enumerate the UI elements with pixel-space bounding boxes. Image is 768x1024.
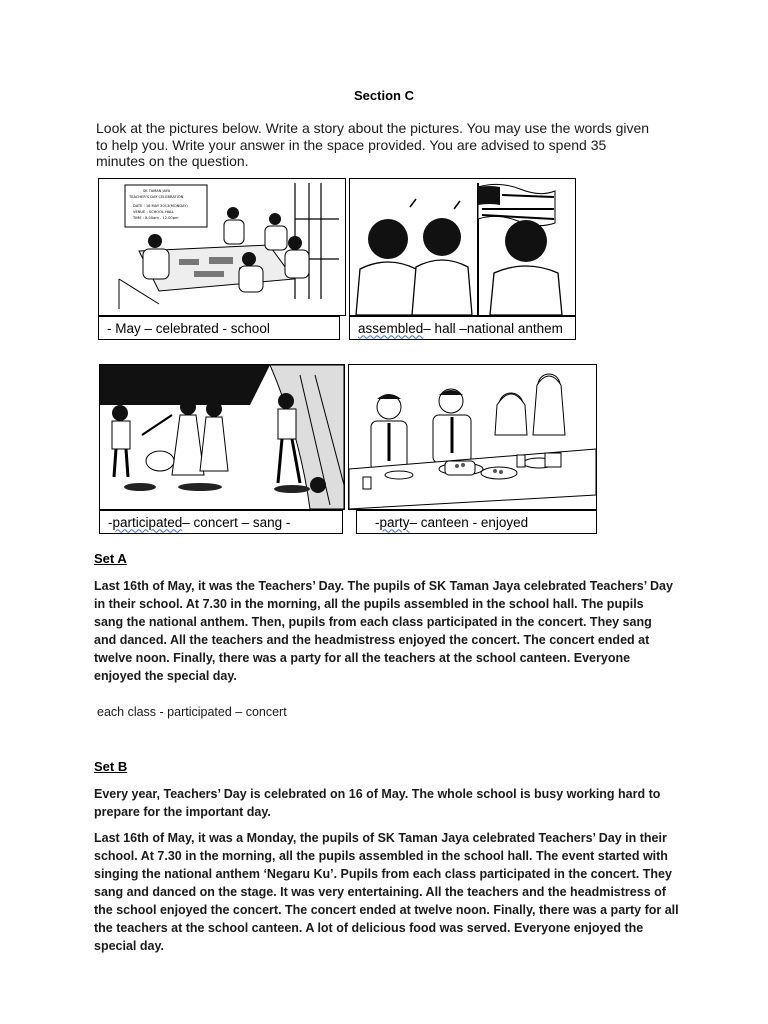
notice-line-3: DATE : 16 MAY 2013(MONDAY) bbox=[133, 204, 188, 208]
caption-3-text: – concert – sang - bbox=[182, 514, 291, 530]
set-b-paragraph-1: Every year, Teachers’ Day is celebrated on 16 of May. The whole school is busy working hard to prepare for the important day. bbox=[94, 787, 661, 819]
caption-1-text: - May – celebrated - school bbox=[107, 320, 270, 336]
notice-line-2: TEACHER'S DAY CELEBRATION bbox=[129, 195, 184, 199]
caption-2-squiggly: assembled bbox=[358, 320, 424, 336]
caption-2-text: – hall –national anthem bbox=[423, 320, 563, 336]
picture-party bbox=[348, 364, 597, 510]
party-illustration bbox=[349, 365, 596, 509]
picture-assembly bbox=[349, 178, 576, 316]
hint-words-line: each class - participated – concert bbox=[97, 705, 287, 719]
set-b-heading: Set B bbox=[94, 759, 128, 774]
performers bbox=[112, 393, 300, 483]
caption-picture-3 bbox=[99, 510, 343, 534]
picture-preparation bbox=[98, 178, 346, 316]
assembly-illustration bbox=[350, 179, 575, 315]
caption-3-prefix: - bbox=[108, 514, 113, 530]
concert-illustration bbox=[100, 365, 344, 509]
drum bbox=[146, 451, 174, 471]
instructions-text: Look at the pictures below. Write a story about the pictures. You may use the words given to help you. Write your answer in the space provided. You are advised to spend 35 minutes on the question. bbox=[96, 120, 650, 169]
national-flag bbox=[478, 184, 555, 225]
section-title: Section C bbox=[354, 88, 414, 103]
caption-picture-2 bbox=[349, 316, 576, 340]
notice-line-4: VENUE : SCHOOL HALL bbox=[133, 210, 175, 214]
set-a-paragraph: Last 16th of May, it was the Teachers’ Day. The pupils of SK Taman Jaya celebrated Teachers’ Day in their school. At 7.30 in the morning, all the pupils assembled in the school hall. The pupils sang the national anthem. Then, pupils from each class participated in the concert. They sang and danced. All the teachers and the headmistress enjoyed the concert. The concert ended at twelve noon. Finally, there was a party for all the teachers at the school canteen. Everyone enjoyed the special day. bbox=[94, 579, 673, 683]
set-a-heading: Set A bbox=[94, 551, 127, 566]
notice-line-5: TIME : 8.00am - 12.00pm bbox=[133, 216, 179, 220]
caption-picture-1 bbox=[98, 316, 340, 340]
set-b-paragraph-2: Last 16th of May, it was a Monday, the pupils of SK Taman Jaya celebrated Teachers’ Day in their school. At 7.30 in the morning, all the pupils assembled in the school hall. The event started with singing the national anthem ‘Negaru Ku’. Pupils from each class participated in the concert. They sang and danced on the stage. It was very entertaining. All the teachers and the headmistress of the school enjoyed the concert. The concert ended at twelve noon. Finally, there was a party for all the teachers at the school canteen. A lot of delicious food was served. Everyone enjoyed the special day. bbox=[94, 831, 679, 953]
preparation-illustration bbox=[99, 179, 345, 315]
caption-picture-4 bbox=[356, 510, 597, 534]
pupils-backs bbox=[356, 218, 562, 315]
caption-4-prefix: - bbox=[375, 514, 380, 530]
caption-3-squiggly: participated bbox=[112, 514, 183, 530]
caption-4-text: – canteen - enjoyed bbox=[409, 514, 529, 530]
caption-4-squiggly: party bbox=[379, 514, 410, 530]
picture-concert bbox=[99, 364, 345, 510]
notice-line-1: SK TAMAN JAYA bbox=[143, 189, 171, 193]
